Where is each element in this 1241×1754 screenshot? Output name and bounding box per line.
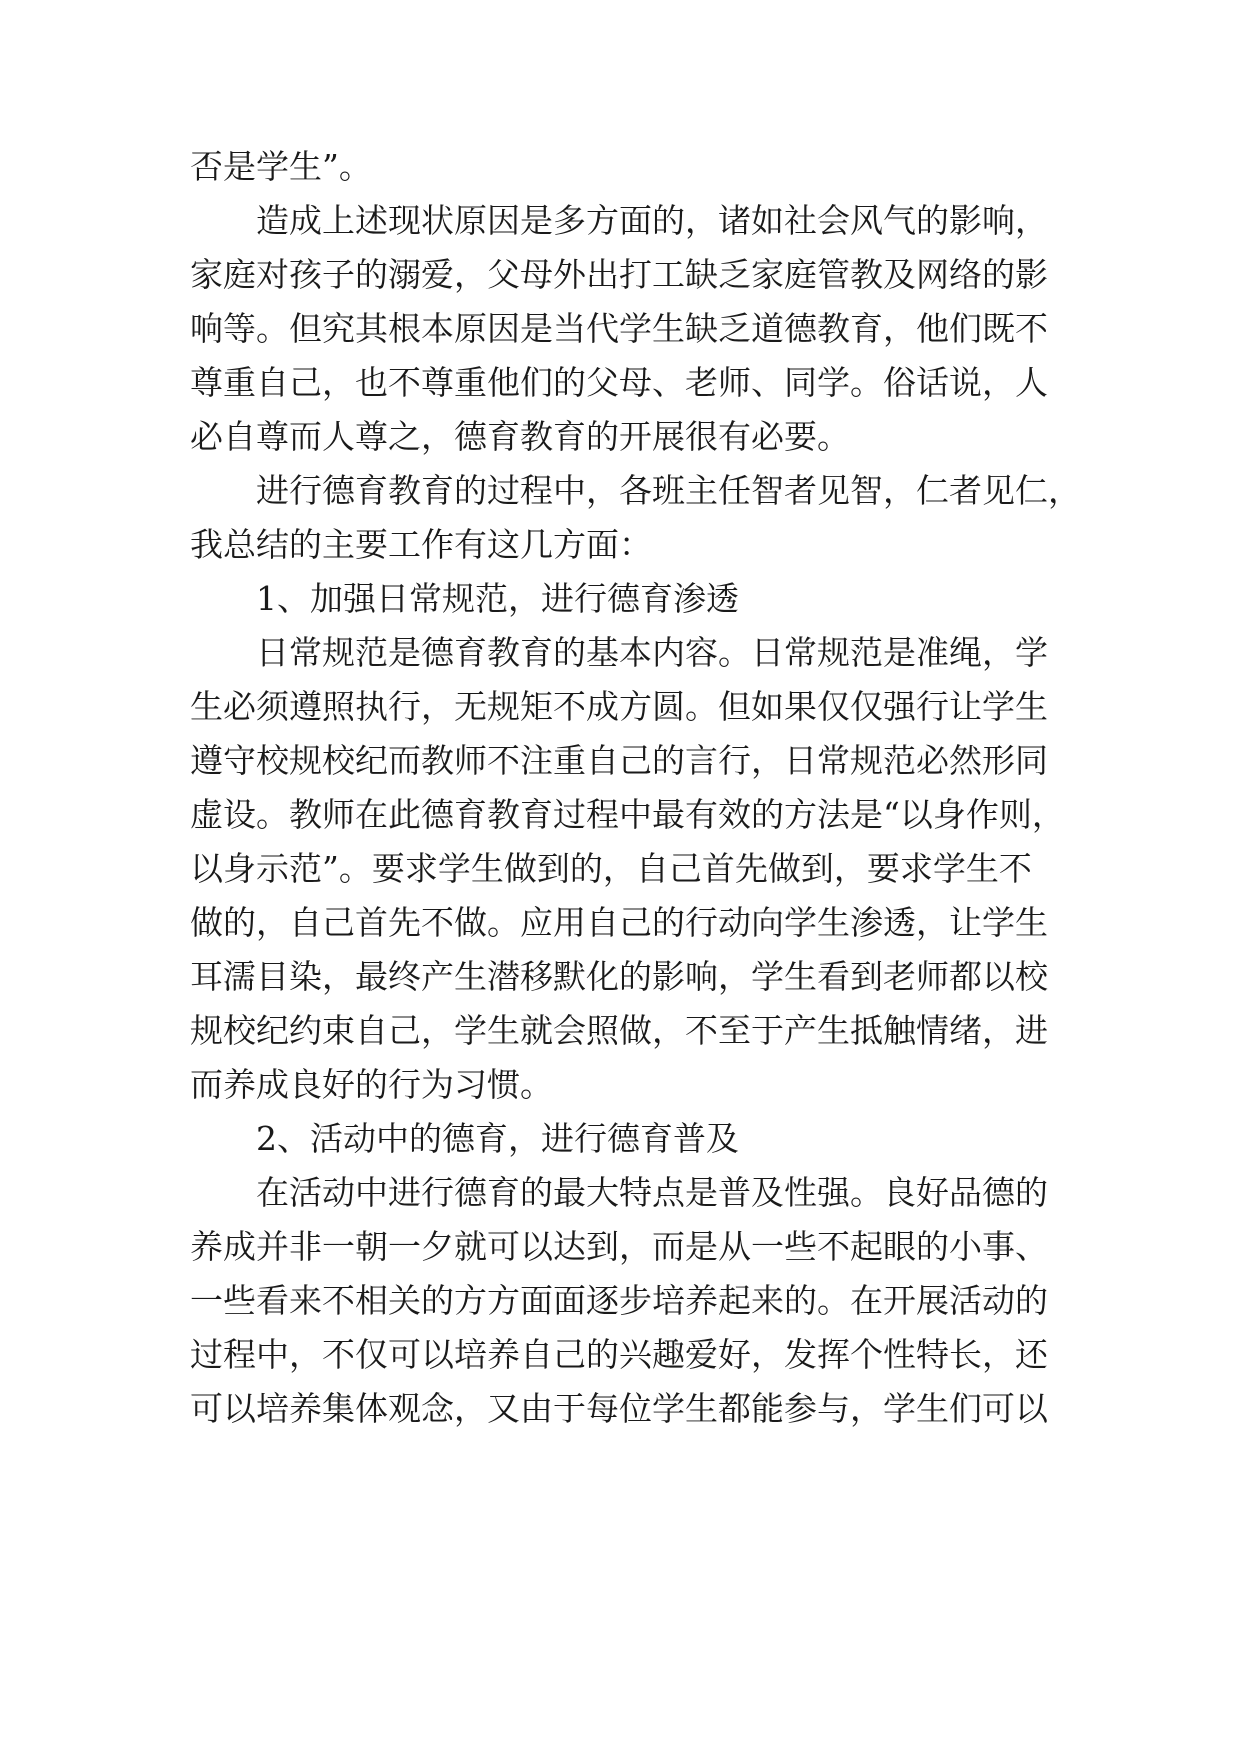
text-line: 尊重自己，也不尊重他们的父母、老师、同学。俗话说，人 xyxy=(190,363,1048,402)
text-line: 我总结的主要工作有这几方面： xyxy=(190,525,652,564)
text-line: 否是学生”。 xyxy=(190,147,372,186)
text-line: 耳濡目染，最终产生潜移默化的影响，学生看到老师都以校 xyxy=(190,957,1048,996)
text-line: 遵守校规校纪而教师不注重自己的言行，日常规范必然形同 xyxy=(190,741,1048,780)
text-line: 可以培养集体观念，又由于每位学生都能参与，学生们可以 xyxy=(190,1389,1048,1428)
text-line: 造成上述现状原因是多方面的，诸如社会风气的影响， xyxy=(256,201,1048,240)
text-line: 而养成良好的行为习惯。 xyxy=(190,1065,553,1104)
text-line: 做的，自己首先不做。应用自己的行动向学生渗透，让学生 xyxy=(190,903,1048,942)
section-heading: 1、加强日常规范，进行德育渗透 xyxy=(256,579,739,618)
text-line: 养成并非一朝一夕就可以达到，而是从一些不起眼的小事、 xyxy=(190,1227,1048,1266)
text-line: 家庭对孩子的溺爱，父母外出打工缺乏家庭管教及网络的影 xyxy=(190,255,1048,294)
text-line: 一些看来不相关的方方面面逐步培养起来的。在开展活动的 xyxy=(190,1281,1048,1320)
text-line: 以身示范”。要求学生做到的，自己首先做到，要求学生不 xyxy=(190,849,1032,888)
text-line: 在活动中进行德育的最大特点是普及性强。良好品德的 xyxy=(256,1173,1048,1212)
text-line: 虚设。教师在此德育教育过程中最有效的方法是“以身作则， xyxy=(190,795,1065,834)
section-heading: 2、活动中的德育，进行德育普及 xyxy=(256,1119,739,1158)
text-line: 必自尊而人尊之，德育教育的开展很有必要。 xyxy=(190,417,850,456)
text-line: 生必须遵照执行，无规矩不成方圆。但如果仅仅强行让学生 xyxy=(190,687,1048,726)
text-line: 规校纪约束自己，学生就会照做，不至于产生抵触情绪，进 xyxy=(190,1011,1048,1050)
text-line: 响等。但究其根本原因是当代学生缺乏道德教育，他们既不 xyxy=(190,309,1048,348)
text-line: 进行德育教育的过程中，各班主任智者见智，仁者见仁， xyxy=(256,471,1081,510)
text-line: 过程中，不仅可以培养自己的兴趣爱好，发挥个性特长，还 xyxy=(190,1335,1048,1374)
text-line: 日常规范是德育教育的基本内容。日常规范是准绳，学 xyxy=(256,633,1048,672)
